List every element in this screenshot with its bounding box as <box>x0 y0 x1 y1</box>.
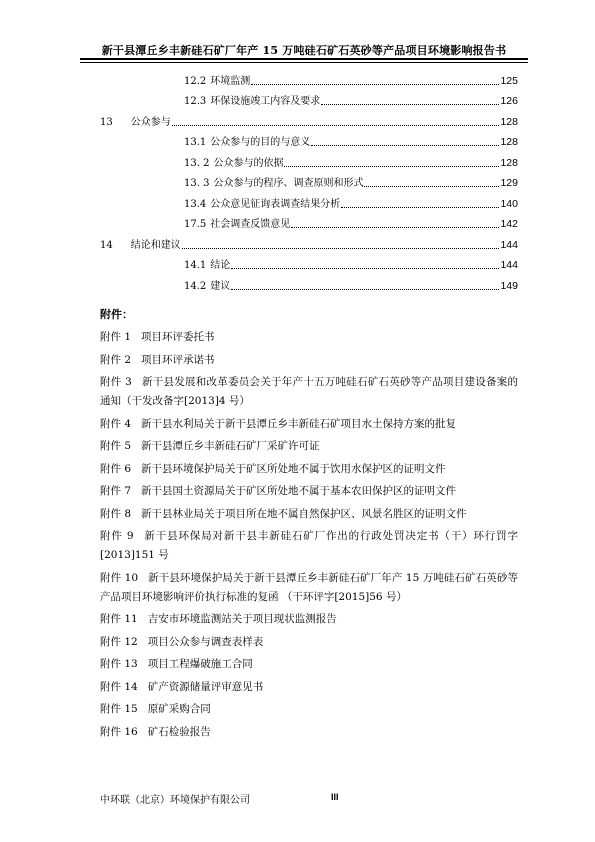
attachment-text: 吉安市环境监测站关于项目现状监测报告 <box>147 613 337 625</box>
toc-entry-title: 环保设施竣工内容及要求 <box>210 96 321 107</box>
attachment-item <box>100 678 518 697</box>
attachment-label: 附件 1 <box>100 331 132 343</box>
attachment-text: 矿产资源储量评审意见书 <box>147 680 264 693</box>
attachment-label: 附件 16 <box>100 725 138 738</box>
attachment-item <box>100 723 518 742</box>
toc-entry[interactable] <box>80 107 518 128</box>
toc-entry-page: 126 <box>500 95 518 107</box>
toc-entry-page: 125 <box>500 74 518 87</box>
toc-entry-title: 建议 <box>210 280 231 292</box>
toc-entry-leader <box>311 145 499 146</box>
attachment-label: 附件 13 <box>100 658 138 670</box>
header-rule-thin <box>80 62 528 63</box>
page-header-title: 新干县潭丘乡丰新硅石矿厂年产 15 万吨硅石矿石英砂等产品项目环境影响报告书 <box>101 44 507 57</box>
attachment-text: 新干县潭丘乡丰新硅石矿厂采矿许可证 <box>141 440 320 452</box>
attachments-heading: 附件： <box>100 308 133 321</box>
attachments-list <box>100 328 518 745</box>
attachment-text: 新干县环境保护局关于矿区所处地不属于饮用水保护区的证明文件 <box>141 462 446 475</box>
attachment-label: 附件 2 <box>100 353 132 366</box>
toc-entry-leader <box>341 207 499 208</box>
attachment-label: 附件 11 <box>100 613 138 625</box>
attachment-item <box>100 700 518 719</box>
toc-entry-number: 14.1 <box>184 260 207 271</box>
toc-entry-number: 12.3 <box>184 96 207 107</box>
attachment-item <box>100 610 518 629</box>
toc-entry[interactable] <box>80 189 518 210</box>
toc-entry[interactable] <box>80 169 518 190</box>
toc-entry[interactable] <box>80 251 518 272</box>
attachment-label: 附件 6 <box>100 462 132 475</box>
footer-company: 中环联（北京）环境保护有限公司 <box>100 795 250 806</box>
attachment-label: 附件 12 <box>100 635 138 648</box>
toc-entry-number: 13. 3 <box>184 178 210 189</box>
toc-entry-page: 128 <box>500 115 518 128</box>
attachment-text: 新干县环境保护局关于新干县潭丘乡丰新硅石矿厂年产 15 万吨硅石矿石英砂等产品项目环境影响评价执行标准的复函 （干环评字[2015]56 号） <box>100 571 518 603</box>
table-of-contents <box>80 66 518 292</box>
toc-entry-title: 公众参与的程序、调查原则和形式 <box>213 178 364 189</box>
attachment-label: 附件 14 <box>100 680 138 693</box>
attachment-label: 附件 5 <box>100 440 132 452</box>
toc-entry-title: 公众参与 <box>130 116 171 128</box>
toc-entry-leader <box>251 84 499 85</box>
attachment-label: 附件 10 <box>100 571 138 584</box>
attachment-item <box>100 437 518 456</box>
toc-entry-number: 14.2 <box>184 280 207 292</box>
attachment-item <box>100 460 518 479</box>
attachment-text: 新干县国土资源局关于矿区所处地不属于基本农田保护区的证明文件 <box>141 485 457 497</box>
attachment-label: 附件 4 <box>100 417 132 430</box>
toc-entry-leader <box>172 125 500 126</box>
toc-entry-title: 公众参与的依据 <box>213 157 284 169</box>
toc-entry-number: 13. 2 <box>184 157 210 169</box>
attachment-label: 附件 7 <box>100 485 132 497</box>
toc-entry-number: 13.4 <box>184 198 207 210</box>
attachment-text: 项目环评承诺书 <box>141 353 215 366</box>
toc-entry[interactable] <box>80 66 518 87</box>
toc-entry-page: 144 <box>500 238 518 251</box>
toc-entry-leader <box>182 248 500 249</box>
toc-entry-leader <box>364 186 499 187</box>
toc-entry-page: 142 <box>500 218 518 230</box>
toc-entry-page: 144 <box>500 259 518 271</box>
attachment-item <box>100 328 518 347</box>
toc-entry-leader <box>291 227 499 228</box>
attachment-item <box>100 633 518 652</box>
toc-entry-title: 公众参与的目的与意义 <box>210 137 311 148</box>
toc-entry-page: 149 <box>500 279 518 292</box>
attachment-label: 附件 15 <box>100 703 138 715</box>
toc-entry[interactable] <box>80 210 518 231</box>
toc-entry-page: 128 <box>500 156 518 169</box>
attachment-item <box>100 373 518 411</box>
toc-entry-title: 公众意见征询表调查结果分析 <box>210 198 341 210</box>
toc-entry-number: 13.1 <box>184 137 207 148</box>
toc-entry-leader <box>231 268 499 269</box>
attachment-text: 新干县林业局关于项目所在地不属自然保护区、风景名胜区的证明文件 <box>141 507 467 520</box>
attachment-text: 原矿采购合同 <box>147 703 211 715</box>
toc-entry-number: 13 <box>100 116 113 128</box>
attachment-label: 附件 3 <box>100 376 132 388</box>
toc-entry-page: 140 <box>500 197 518 210</box>
footer-page-number: III <box>331 792 339 802</box>
attachment-text: 项目环评委托书 <box>141 331 215 343</box>
toc-entry[interactable] <box>80 230 518 251</box>
toc-entry-leader <box>231 289 499 290</box>
attachment-label: 附件 8 <box>100 507 132 520</box>
attachment-item <box>100 655 518 674</box>
attachment-item <box>100 569 518 607</box>
toc-entry-number: 14 <box>100 239 113 251</box>
attachment-text: 新干县环保局对新干县丰新硅石矿厂作出的行政处罚决定书（干）环行罚字[2013]151 号 <box>100 530 518 561</box>
toc-entry[interactable] <box>80 271 518 292</box>
attachment-item <box>100 482 518 501</box>
toc-entry-title: 社会调查反馈意见 <box>210 219 291 230</box>
toc-entry-title: 环境监测 <box>210 75 251 87</box>
attachment-item <box>100 505 518 524</box>
header-rule-thick <box>80 58 528 60</box>
toc-entry[interactable] <box>80 87 518 108</box>
toc-entry-leader <box>284 166 499 167</box>
attachment-item <box>100 351 518 370</box>
attachment-text: 新干县水利局关于新干县潭丘乡丰新硅石矿项目水土保持方案的批复 <box>141 417 457 430</box>
toc-entry-title: 结论 <box>210 260 231 271</box>
attachment-text: 项目公众参与调查表样表 <box>147 635 264 648</box>
attachment-text: 项目工程爆破施工合同 <box>147 658 253 670</box>
toc-entry-leader <box>321 104 499 105</box>
toc-entry[interactable] <box>80 148 518 169</box>
toc-entry-number: 17.5 <box>184 219 207 230</box>
toc-entry-title: 结论和建议 <box>130 239 181 251</box>
attachment-item <box>100 415 518 434</box>
attachment-text: 矿石检验报告 <box>147 725 211 738</box>
attachment-text: 新干县发展和改革委员会关于年产十五万吨硅石矿石英砂等产品项目建设备案的通知（干发改备字[2013]4 号） <box>100 376 518 407</box>
toc-entry-number: 12.2 <box>184 75 207 87</box>
attachment-item <box>100 527 518 565</box>
toc-entry-page: 129 <box>500 177 518 189</box>
toc-entry[interactable] <box>80 128 518 149</box>
attachment-label: 附件 9 <box>100 530 134 542</box>
toc-entry-page: 128 <box>500 136 518 148</box>
